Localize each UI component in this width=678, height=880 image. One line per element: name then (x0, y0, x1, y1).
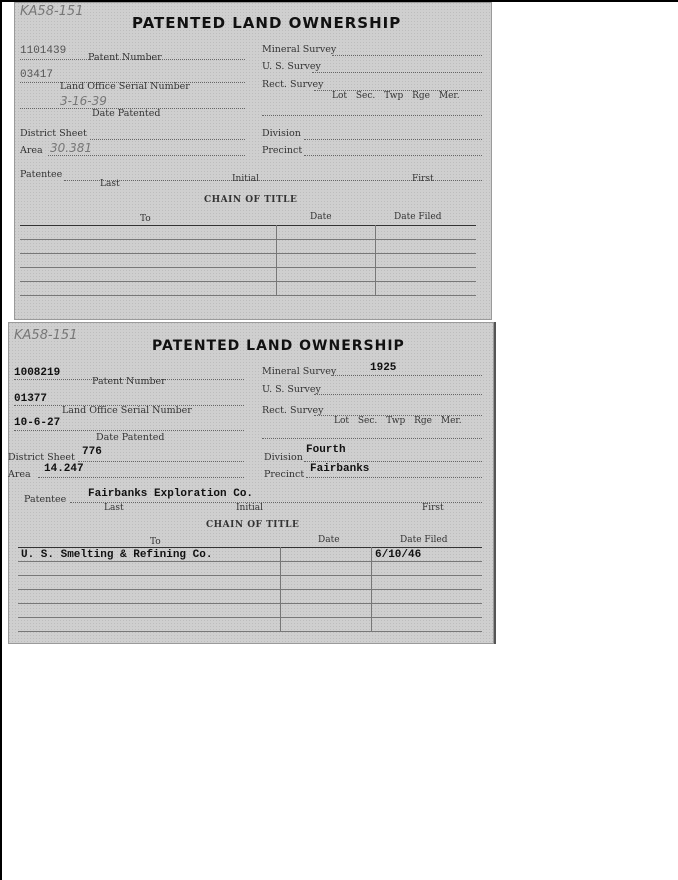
record-card-1 (14, 2, 492, 320)
area-value: 30.381 (50, 141, 92, 155)
date-patented-label: Date Patented (92, 108, 161, 119)
serial-number-value: 01377 (14, 393, 48, 405)
table-row (18, 548, 482, 562)
precinct-value: Fairbanks (310, 463, 370, 475)
date-column-header: Date (310, 212, 332, 222)
chain-to-cell: U. S. Smelting & Refining Co. (18, 548, 281, 562)
mineral-survey-label: Mineral Survey (262, 44, 337, 55)
handwritten-reference: KA58-151 (14, 328, 78, 343)
table-row (20, 254, 476, 268)
district-sheet-label: District Sheet (8, 452, 75, 463)
precinct-label: Precinct (264, 469, 305, 480)
table-row (20, 226, 476, 240)
chain-of-title-heading: CHAIN OF TITLE (204, 195, 298, 205)
table-row (18, 562, 482, 576)
chain-date-cell (281, 548, 372, 562)
mineral-survey-value: 1925 (370, 362, 397, 374)
table-row (20, 282, 476, 296)
date-column-header: Date (318, 535, 340, 545)
card-title: PATENTED LAND OWNERSHIP (152, 338, 405, 354)
district-sheet-label: District Sheet (20, 128, 87, 139)
patentee-label: Patentee (24, 494, 67, 505)
card-title: PATENTED LAND OWNERSHIP (132, 14, 402, 32)
district-sheet-value: 776 (82, 446, 102, 458)
record-card-2 (8, 322, 496, 644)
rect-survey-label: Rect. Survey (262, 405, 324, 416)
initial-label: Initial (236, 503, 263, 513)
to-column-header: To (150, 537, 161, 547)
table-row (18, 604, 482, 618)
chain-of-title-table (18, 547, 482, 632)
serial-number-label: Land Office Serial Number (60, 81, 190, 92)
date-filed-column-header: Date Filed (394, 212, 442, 222)
precinct-label: Precinct (262, 145, 303, 156)
chain-of-title-heading: CHAIN OF TITLE (206, 520, 300, 530)
serial-number-value: 03417 (20, 69, 54, 81)
last-label: Last (104, 503, 124, 513)
division-label: Division (262, 128, 301, 139)
area-label: Area (8, 469, 31, 480)
date-patented-label: Date Patented (96, 432, 165, 443)
table-row (18, 590, 482, 604)
rect-survey-label: Rect. Survey (262, 79, 324, 90)
chain-of-title-table (20, 225, 476, 296)
initial-label: Initial (232, 174, 259, 184)
to-column-header: To (140, 214, 151, 224)
patent-number-value: 1008219 (14, 367, 61, 379)
mineral-survey-label: Mineral Survey (262, 366, 337, 377)
division-label: Division (264, 452, 303, 463)
page-frame-left (0, 0, 2, 880)
area-label: Area (20, 145, 43, 156)
serial-number-label: Land Office Serial Number (62, 405, 192, 416)
us-survey-label: U. S. Survey (262, 384, 321, 395)
patentee-value: Fairbanks Exploration Co. (88, 488, 254, 500)
area-value: 14.247 (44, 463, 84, 475)
table-row (20, 268, 476, 282)
table-row (18, 576, 482, 590)
patent-number-value: 1101439 (20, 45, 67, 57)
patentee-label: Patentee (20, 169, 63, 180)
date-patented-value: 3-16-39 (60, 94, 107, 108)
lot-sec-twp-rge-mer-labels: Lot Sec. Twp Rge Mer. (332, 91, 460, 101)
us-survey-label: U. S. Survey (262, 61, 321, 72)
date-filed-column-header: Date Filed (400, 535, 448, 545)
table-row (18, 618, 482, 632)
table-row (20, 240, 476, 254)
last-label: Last (100, 179, 120, 189)
patent-number-label: Patent Number (88, 52, 162, 63)
date-patented-value: 10-6-27 (14, 417, 61, 429)
first-label: First (422, 503, 444, 513)
lot-sec-twp-rge-mer-labels: Lot Sec. Twp Rge Mer. (334, 416, 462, 426)
division-value: Fourth (306, 444, 346, 456)
chain-date-filed-cell: 6/10/46 (372, 548, 483, 562)
patent-number-label: Patent Number (92, 376, 166, 387)
first-label: First (412, 174, 434, 184)
handwritten-reference: KA58-151 (20, 4, 84, 19)
